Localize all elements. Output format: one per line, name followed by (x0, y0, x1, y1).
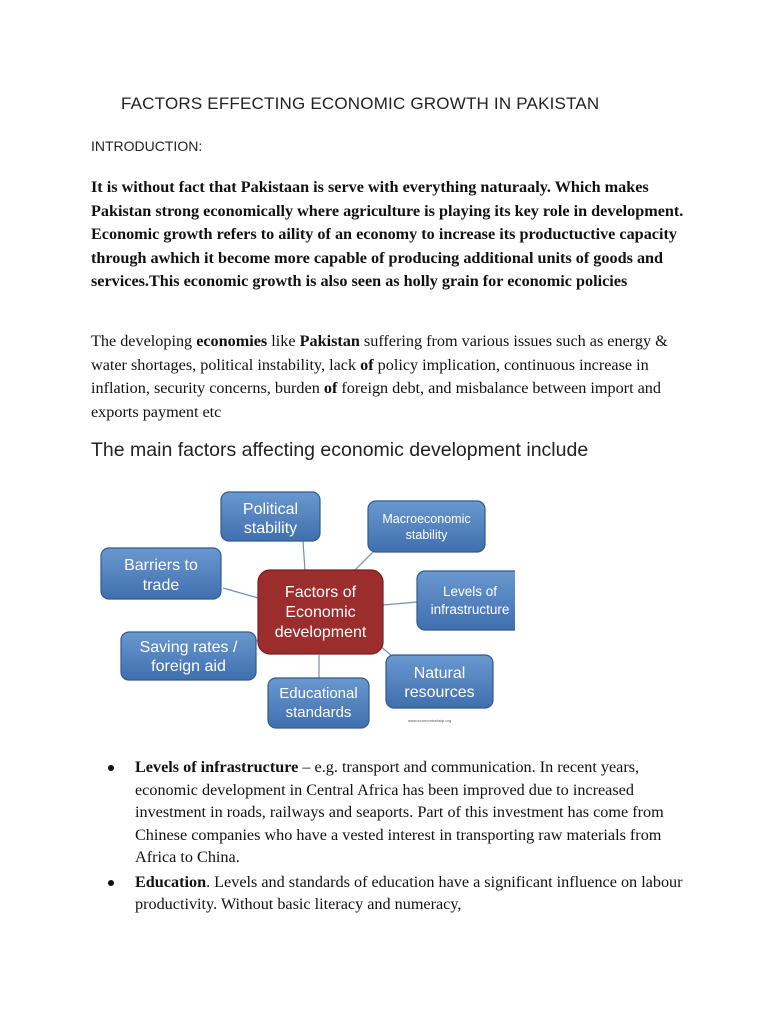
node-saving-line1: Saving rates / (139, 639, 238, 656)
node-barriers-line2: trade (142, 577, 180, 594)
p2-bold-economies: economies (196, 332, 268, 350)
node-levels-of-infrastructure (417, 571, 515, 630)
node-saving-rates-foreign-aid (121, 632, 256, 680)
node-infrastructure-line1: Levels of (442, 584, 498, 599)
factors-heading: The main factors affecting economic development include (91, 439, 589, 461)
list-item (108, 871, 688, 916)
node-macroeconomic-stability (368, 501, 485, 552)
p2-bold-pakistan: Pakistan (299, 332, 360, 350)
bullet-text: – e.g. transport and communication. In recent years, economic development in Central Africa has been improved due to increased investment in roads, railways and seaports. Part of this investment has come from Chinese companies who have a vested interest in transporting raw materials from Africa to China. (135, 758, 664, 866)
node-political-line1: Political (242, 501, 299, 518)
intro-paragraph: It is without fact that Pakistaan is serve with everything naturaaly. Which makes Pakistan strong economically where agriculture is playing its key role in development. Economic growth refers to aility of an economy to increase its productuctive capacity through awhich it become more capable of producing additional units of goods and services.This economic growth is also seen as holly grain for economic policies (91, 178, 684, 290)
node-natural-resources (386, 655, 493, 708)
node-political-stability (221, 492, 320, 541)
p2-text-5: foreign debt, and misbalance between import and exports payment etc (91, 379, 661, 421)
factors-bullet-list (108, 756, 688, 918)
node-natural-line2: resources (404, 684, 475, 701)
connector-infrastructure (383, 602, 417, 605)
bullet-icon (108, 880, 114, 886)
node-political-line2: stability (243, 520, 298, 537)
p2-text-1: The developing (91, 332, 197, 350)
p2-text-3: suffering from various issues such as energy & water shortages, political instability, lack (91, 332, 668, 374)
node-saving-line2: foreign aid (151, 658, 226, 675)
node-education-line2: standards (285, 704, 352, 721)
introduction-heading: INTRODUCTION: (91, 138, 203, 154)
factors-diagram (95, 490, 515, 732)
p2-text-2: like (267, 332, 300, 350)
node-barriers-to-trade (101, 548, 221, 599)
list-item (108, 756, 688, 869)
bullet-text: . Levels and standards of education have a significant influence on labour productivity. Without basic literacy and numeracy, (135, 872, 683, 913)
node-infrastructure-line2: infrastructure (430, 602, 510, 617)
node-natural-line1: Natural (413, 665, 466, 682)
developing-economies-paragraph (91, 330, 691, 424)
node-barriers-line1: Barriers to (124, 557, 198, 574)
page-title: FACTORS EFFECTING ECONOMIC GROWTH IN PAKISTAN (121, 94, 600, 113)
center-line1: Factors of (284, 584, 357, 601)
connector-barriers (223, 588, 258, 598)
connector-macro (353, 550, 375, 572)
center-line3: development (274, 624, 367, 641)
node-educational-standards (268, 678, 369, 728)
bullet-title: Education (135, 872, 207, 891)
node-macro-line2: stability (405, 528, 448, 542)
connector-political (303, 541, 305, 571)
node-macro-line1: Macroeconomic (382, 512, 471, 526)
center-line2: Economic (285, 604, 356, 621)
p2-bold-of-2: of (323, 379, 338, 397)
p2-text-4: policy implication, continuous increase in inflation, security concerns, burden (91, 355, 649, 397)
node-center-factors (258, 570, 383, 654)
bullet-icon (108, 765, 114, 771)
node-education-line1: Educational (279, 685, 358, 702)
bullet-title: Levels of infrastructure (135, 758, 299, 776)
p2-bold-of-1: of (360, 355, 374, 374)
diagram-credit: www.economicshelp.org (408, 718, 452, 723)
